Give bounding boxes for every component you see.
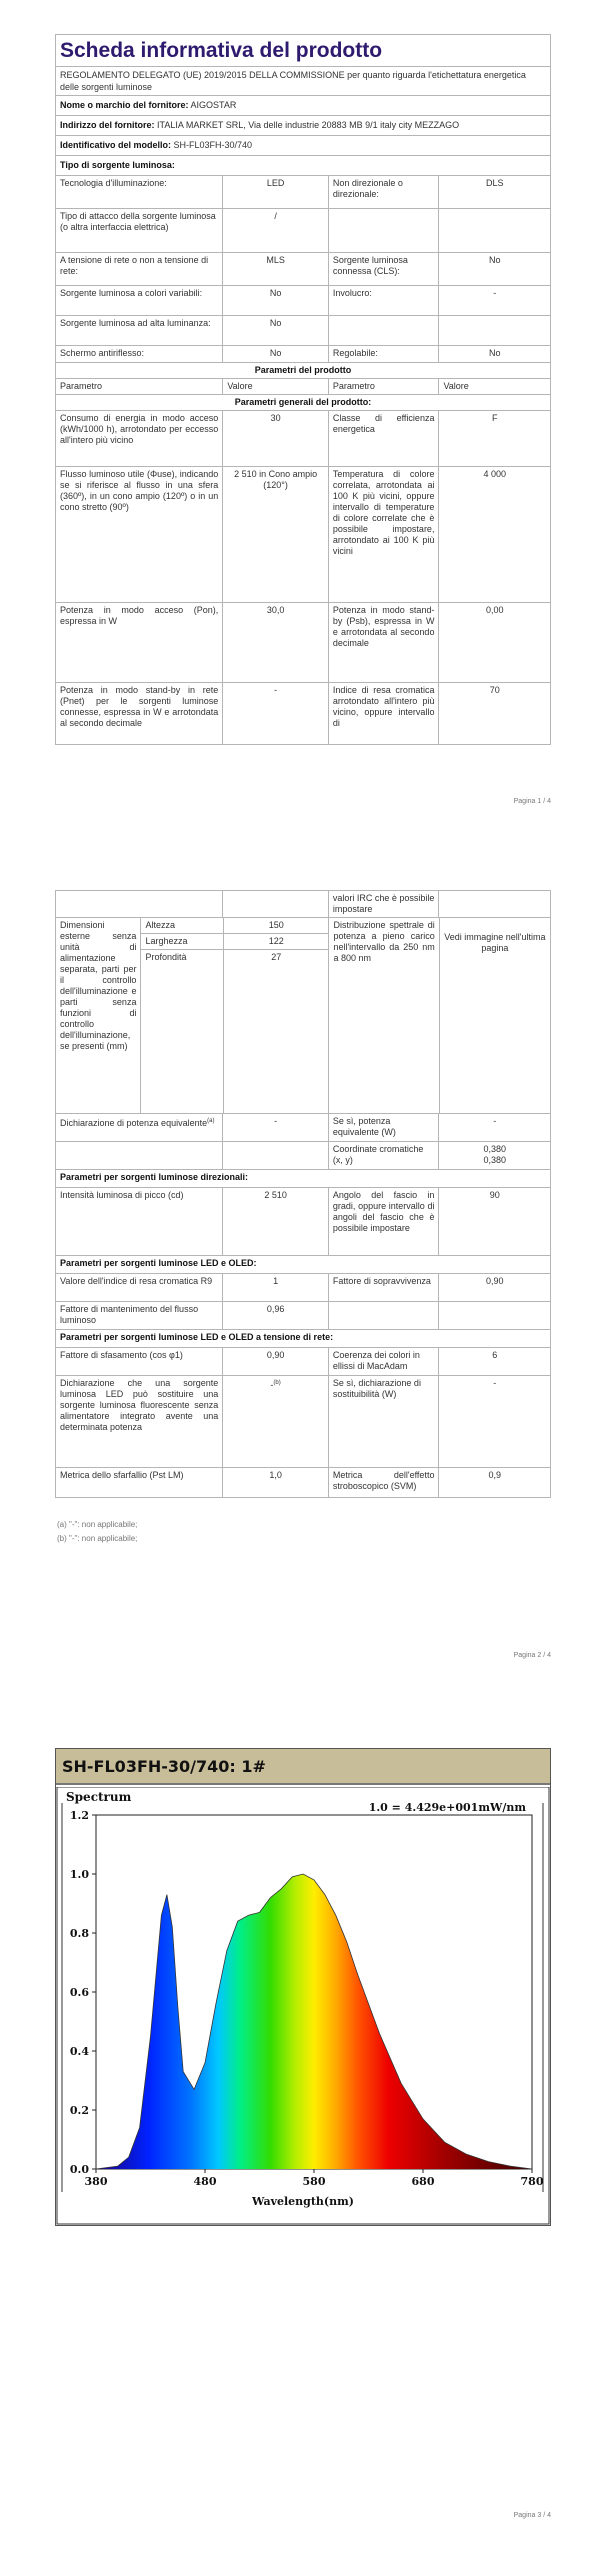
mains-params-title: Parametri per sorgenti luminose LED e OLED a tensione di rete: (60, 1332, 334, 1342)
supplier-value: AIGOSTAR (190, 100, 237, 110)
source-row-value: MLS (222, 253, 328, 285)
source-row-value: No (222, 286, 328, 315)
y-tick-label: 0.4 (69, 2045, 89, 2058)
source-row-label: Schermo antiriflesso: (60, 348, 145, 358)
beam-angle-value: 90 (438, 1188, 550, 1255)
source-row-value: / (222, 209, 328, 252)
page-number: Pagina 2 / 4 (513, 1652, 551, 1659)
y-tick-label: 0.6 (69, 1986, 89, 1999)
dimensions-label: Dimensioni esterne senza unità di alimentazione separata, parti per il controllo dell'illuminazione e parti senza funzioni di controllo dell'illuminazione, se presenti (mm) (60, 920, 137, 1051)
address-row (56, 116, 550, 135)
dimension-value: 122 (223, 934, 328, 949)
page-3 (0, 1730, 604, 2560)
survival-value: 0,90 (438, 1274, 550, 1301)
param-value: 4 000 (438, 467, 550, 602)
source-row-label: A tensione di rete o non a tensione di rete: (60, 255, 209, 276)
equiv-power-label: Se sì, potenza equivalente (W) (328, 1114, 439, 1141)
x-tick-label: 580 (302, 2175, 326, 2188)
dimension-value: 27 (223, 950, 328, 1113)
flicker-label: Metrica dello sfarfallio (Pst LM) (60, 1470, 184, 1480)
param-label: Potenza in modo stand-by in rete (Pnet) per le sorgenti luminose connesse, espressa in W e arrotondata al secondo decimale (60, 685, 219, 728)
param-value: F (438, 411, 550, 466)
macadam-value: 6 (438, 1348, 550, 1375)
source-row-label: Sorgente luminosa ad alta luminanza: (60, 318, 211, 328)
source-row-value (438, 209, 550, 252)
peak-intensity-value: 2 510 (222, 1188, 328, 1255)
page-number: Pagina 1 / 4 (513, 798, 551, 805)
param-value: 70 (438, 683, 550, 744)
fluorescent-replacement-value (222, 1376, 328, 1467)
param-label: Temperatura di colore correlata, arrotondata ai 100 K più vicini, oppure intervallo di temperature di colore correlate che è possibile impostare, arrotondato ai 100 K più vicini (328, 467, 439, 602)
product-sheet-table-continued (55, 890, 551, 1498)
param-value: 30 (222, 411, 328, 466)
params-section-title: Parametri del prodotto (254, 365, 352, 375)
equiv-label: Dichiarazione di potenza equivalente (60, 1118, 208, 1128)
source-row-value: No (438, 346, 550, 362)
chroma-x: 0,380 (483, 1144, 506, 1154)
macadam-label: Coerenza dei colori in ellissi di MacAdam (328, 1348, 439, 1375)
source-row-value: No (438, 253, 550, 285)
equivalent-power-declaration: Dichiarazione di potenza equivalente$^{(a)}$ (60, 1118, 215, 1128)
stroboscopic-value: 0,9 (438, 1468, 550, 1497)
dimension-value: 150 (223, 918, 328, 933)
power-factor-value: 0,90 (222, 1348, 328, 1375)
source-row-value: No (222, 316, 328, 345)
spectrum-header-text: SH-FL03FH-30/740: 1# (62, 1757, 266, 1776)
chroma-y: 0,380 (483, 1155, 506, 1165)
regulation-text: REGOLAMENTO DELEGATO (UE) 2019/2015 DELLA COMMISSIONE per quanto riguarda l'etichettatura energetica delle sorgenti luminose (60, 70, 526, 92)
flicker-value: 1,0 (222, 1468, 328, 1497)
spectrum-label: Spectrum (66, 1790, 132, 1804)
source-type-label: Tipo di sorgente luminosa: (60, 160, 175, 170)
address-label: Indirizzo del fornitore: (60, 120, 155, 130)
col-value: Valore (222, 379, 328, 394)
source-row-value: - (438, 286, 550, 315)
fluor-value: - (270, 1380, 274, 1390)
param-label: Potenza in modo stand-by (Psb), espressa in W e arrotondata al secondo decimale (328, 603, 439, 682)
col-param: Parametro (328, 379, 439, 394)
y-tick-label: 0.2 (69, 2104, 89, 2117)
peak-intensity-label: Intensità luminosa di picco (cd) (60, 1190, 184, 1200)
source-row-value: No (222, 346, 328, 362)
source-row-label: Regolabile: (328, 346, 439, 362)
source-row-value: DLS (438, 176, 550, 208)
param-value: 30,0 (222, 603, 328, 682)
stroboscopic-label: Metrica dell'effetto stroboscopico (SVM) (328, 1468, 439, 1497)
source-row-label: Sorgente luminosa connessa (CLS): (328, 253, 439, 285)
source-row-label: Tecnologia d'illuminazione: (60, 178, 167, 188)
x-tick-label: 480 (193, 2175, 217, 2188)
document-title: Scheda informativa del prodotto (60, 39, 383, 62)
param-label: Potenza in modo acceso (Pon), espressa in W (60, 605, 219, 626)
fluor-sup: (b) (273, 1380, 281, 1386)
source-row-value (438, 316, 550, 345)
x-axis-label: Wavelength(nm) (252, 2195, 354, 2208)
chart-bottom-strip (62, 2213, 543, 2221)
r9-label: Valore dell'indice di resa cromatica R9 (60, 1276, 213, 1286)
source-row-value: LED (222, 176, 328, 208)
param-label: Flusso luminoso utile (Φuse), indicando se si riferisce al flusso in una sfera (360º), in un cono ampio (120º) o in un cono stretto (90º) (60, 469, 219, 512)
directional-params-title: Parametri per sorgenti luminose direzionali: (60, 1172, 249, 1182)
model-value: SH-FL03FH-30/740 (173, 140, 253, 150)
replacement-watt-label: Se sì, dichiarazione di sostituibilità (W) (328, 1376, 439, 1467)
param-value: 0,00 (438, 603, 550, 682)
equiv-value: - (222, 1114, 328, 1141)
param-label: valori IRC che è possibile impostare (328, 891, 439, 917)
param-label: Consumo di energia in modo acceso (kWh/1000 h), arrotondato per eccesso all'intero più vicino (60, 413, 219, 445)
fluorescent-replacement-label: Dichiarazione che una sorgente luminosa LED può sostituire una sorgente luminosa fluorescente senza alimentatore integrato avente una determinata potenza (60, 1378, 219, 1432)
param-label: Classe di efficienza energetica (328, 411, 439, 466)
dimension-name: Altezza (145, 920, 175, 930)
col-param: Parametro (60, 381, 103, 391)
dimension-name: Profondità (145, 952, 187, 962)
product-sheet-table (55, 34, 551, 745)
param-value: - (222, 683, 328, 744)
source-row-label: Non direzionale o direzionale: (328, 176, 439, 208)
y-tick-label: 1.2 (69, 1809, 89, 1822)
footnote-a: (a) "-": non applicabile; (57, 1520, 138, 1529)
led-params-title: Parametri per sorgenti luminose LED e OLED: (60, 1258, 257, 1268)
footnotes (57, 1518, 137, 1546)
x-tick-label: 780 (520, 2175, 544, 2188)
model-row (56, 136, 550, 155)
chroma-values (438, 1142, 550, 1169)
equiv-power-value: - (438, 1114, 550, 1141)
source-row-label: Sorgente luminosa a colori variabili: (60, 288, 203, 298)
address-value: ITALIA MARKET SRL, Via delle industrie 20883 MB 9/1 italy city MEZZAGO (157, 120, 460, 130)
chroma-label: Coordinate cromatiche (x, y) (328, 1142, 439, 1169)
x-tick-label: 380 (84, 2175, 108, 2188)
param-label: Indice di resa cromatica arrotondato all'intero più vicino, oppure intervallo di (328, 683, 439, 744)
model-label: Identificativo del modello: (60, 140, 172, 150)
survival-label: Fattore di sopravvivenza (328, 1274, 439, 1301)
spectrum-figure (55, 1748, 551, 2226)
source-row-label (328, 209, 439, 252)
source-row-label (328, 316, 439, 345)
beam-angle-label: Angolo del fascio in gradi, oppure intervallo di angoli del fascio che è possibile impostare (328, 1188, 439, 1255)
param-value: 2 510 in Cono ampio (120°) (222, 467, 328, 602)
y-tick-label: 0.8 (69, 1927, 89, 1940)
r9-value: 1 (222, 1274, 328, 1301)
page-2 (0, 870, 604, 1670)
maintenance-value: 0,96 (222, 1302, 328, 1329)
spd-value: Vedi immagine nell'ultima pagina (439, 918, 550, 1113)
spd-label: Distribuzione spettrale di potenza a pieno carico nell'intervallo da 250 nm a 800 nm (328, 918, 438, 1113)
page-number: Pagina 3 / 4 (513, 2512, 551, 2519)
x-tick-label: 680 (411, 2175, 435, 2188)
spectrum-header (56, 1749, 550, 1785)
power-factor-label: Fattore di sfasamento (cos φ1) (60, 1350, 183, 1360)
page-1 (0, 0, 604, 820)
dimension-name: Larghezza (145, 936, 188, 946)
supplier-row (56, 96, 550, 115)
source-row-label: Tipo di attacco della sorgente luminosa (o altra interfaccia elettrica) (60, 211, 216, 232)
general-params-title: Parametri generali del prodotto: (234, 397, 372, 407)
replacement-watt-value: - (438, 1376, 550, 1467)
y-tick-label: 1.0 (69, 1868, 89, 1881)
source-row-label: Involucro: (328, 286, 439, 315)
scale-label: 1.0 = 4.429e+001mW/nm (368, 1801, 526, 1814)
y-tick-label: 0.0 (69, 2163, 89, 2176)
maintenance-label: Fattore di mantenimento del flusso luminoso (60, 1304, 199, 1325)
supplier-label: Nome o marchio del fornitore: (60, 100, 189, 110)
spectrum-chart (56, 1787, 550, 2225)
col-value: Valore (438, 379, 550, 394)
footnote-b: (b) "-": non applicabile; (57, 1534, 138, 1543)
